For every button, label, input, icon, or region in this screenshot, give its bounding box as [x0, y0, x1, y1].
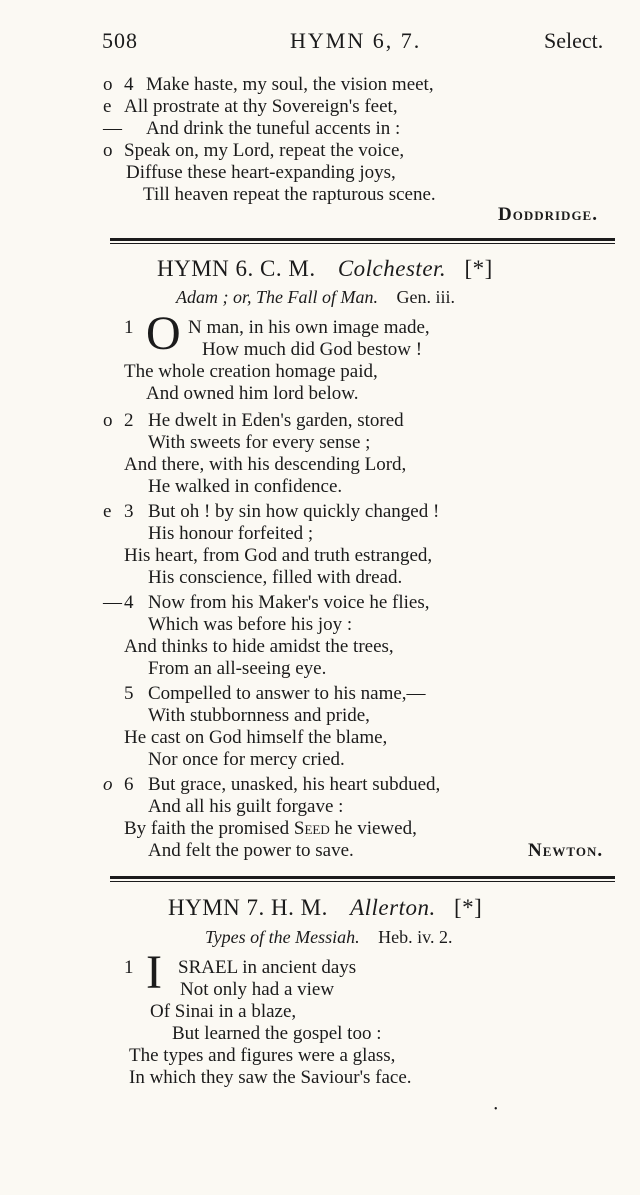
line-text: From an all-seeing eye.: [148, 658, 327, 679]
delivery-mark: e: [103, 501, 112, 522]
delivery-mark: o: [103, 74, 113, 95]
line-text: But learned the gospel too :: [172, 1023, 382, 1044]
hymn7-title: [168, 895, 482, 921]
line-text: His honour forfeited ;: [148, 523, 314, 544]
delivery-mark: —: [103, 592, 122, 613]
line-text: The whole creation homage paid,: [124, 361, 378, 382]
line-text: Nor once for mercy cried.: [148, 749, 345, 770]
small-caps-word: Seed: [293, 818, 330, 839]
verse-line: [0, 74, 640, 96]
verse-number: 2: [124, 410, 134, 431]
verse-number: 6: [124, 774, 134, 795]
line-text: Diffuse these heart-expanding joys,: [126, 162, 396, 183]
line-text: With sweets for every sense ;: [148, 432, 371, 453]
scripture-reference: Heb. iv. 2.: [378, 927, 453, 947]
delivery-mark: o: [103, 140, 113, 161]
line-text: And there, with his descending Lord,: [124, 454, 407, 475]
subtitle-text: Types of the Messiah.: [205, 927, 360, 947]
line-text: Speak on, my Lord, repeat the voice,: [124, 140, 405, 161]
verse-number: 4: [124, 74, 134, 95]
line-text: And thinks to hide amidst the trees,: [124, 636, 394, 657]
line-text: In which they saw the Saviour's face.: [129, 1067, 412, 1088]
line-text: Of Sinai in a blaze,: [150, 1001, 297, 1022]
line-text: Till heaven repeat the rapturous scene.: [143, 184, 436, 205]
section-label: Select.: [544, 28, 604, 53]
scripture-reference: Gen. iii.: [396, 287, 455, 307]
line-text: By faith the promised: [124, 818, 290, 839]
line-text: The types and figures were a glass,: [129, 1045, 396, 1066]
delivery-mark: e: [103, 96, 112, 117]
line-text: SRAEL in ancient days: [178, 957, 357, 978]
delivery-mark: o: [103, 774, 113, 795]
line-text: And felt the power to save.: [148, 840, 354, 861]
line-text: He walked in confidence.: [148, 476, 343, 497]
line-text: Which was before his joy :: [148, 614, 353, 635]
hymn7-subtitle: [205, 927, 452, 948]
line-text: N man, in his own image made,: [188, 317, 430, 338]
line-text: he viewed,: [329, 818, 417, 839]
line-text: His heart, from God and truth estranged,: [124, 545, 433, 566]
verse-line: [0, 96, 640, 118]
line-text: Compelled to answer to his name,—: [148, 683, 426, 704]
verse-number: 4: [124, 592, 134, 613]
drop-cap: I: [146, 946, 162, 999]
tune-name: Allerton.: [350, 895, 436, 920]
hymn6-subtitle: [176, 287, 455, 308]
line-text: All prostrate at thy Sovereign's feet,: [124, 96, 398, 117]
marker: [*]: [453, 895, 483, 920]
hymn-number-meter: HYMN 7. H. M.: [168, 895, 328, 920]
line-text: He cast on God himself the blame,: [124, 727, 388, 748]
line-text: He dwelt in Eden's garden, stored: [148, 410, 404, 431]
verse-number: 1: [124, 957, 134, 978]
verse-number: 5: [124, 683, 134, 704]
line-text: His conscience, filled with dread.: [148, 567, 403, 588]
page-header: [0, 28, 640, 62]
marker: [*]: [464, 256, 493, 281]
line-text: Make haste, my soul, the vision meet,: [146, 74, 434, 95]
verse-line: [0, 140, 640, 162]
ink-speck: •: [494, 1104, 498, 1115]
line-text: And owned him lord below.: [146, 383, 359, 404]
line-text: How much did God bestow !: [202, 339, 423, 360]
line-text: With stubbornness and pride,: [148, 705, 370, 726]
delivery-mark: o: [103, 410, 113, 431]
line-text: Now from his Maker's voice he flies,: [148, 592, 430, 613]
line-text: Not only had a view: [180, 979, 335, 1000]
verse-number: 1: [124, 317, 134, 338]
page-number: 508: [102, 28, 138, 53]
section-divider: [110, 876, 615, 879]
hymn6-title: [157, 256, 493, 282]
attribution: Newton.: [528, 840, 604, 861]
verse-line: [124, 818, 417, 840]
verse-line: [0, 118, 640, 140]
attribution: Doddridge.: [498, 204, 598, 225]
delivery-mark: —: [103, 118, 122, 139]
tune-name: Colchester.: [337, 256, 447, 281]
section-divider: [110, 238, 615, 241]
subtitle-text: Adam ; or, The Fall of Man.: [176, 287, 378, 307]
running-title: HYMN 6, 7.: [290, 28, 422, 53]
hymn-number-meter: HYMN 6. C. M.: [157, 256, 316, 281]
line-text: But oh ! by sin how quickly changed !: [148, 501, 440, 522]
line-text: But grace, unasked, his heart subdued,: [148, 774, 441, 795]
line-text: And all his guilt forgave :: [148, 796, 344, 817]
verse-number: 3: [124, 501, 134, 522]
drop-cap: O: [146, 307, 181, 360]
line-text: And drink the tuneful accents in :: [146, 118, 401, 139]
